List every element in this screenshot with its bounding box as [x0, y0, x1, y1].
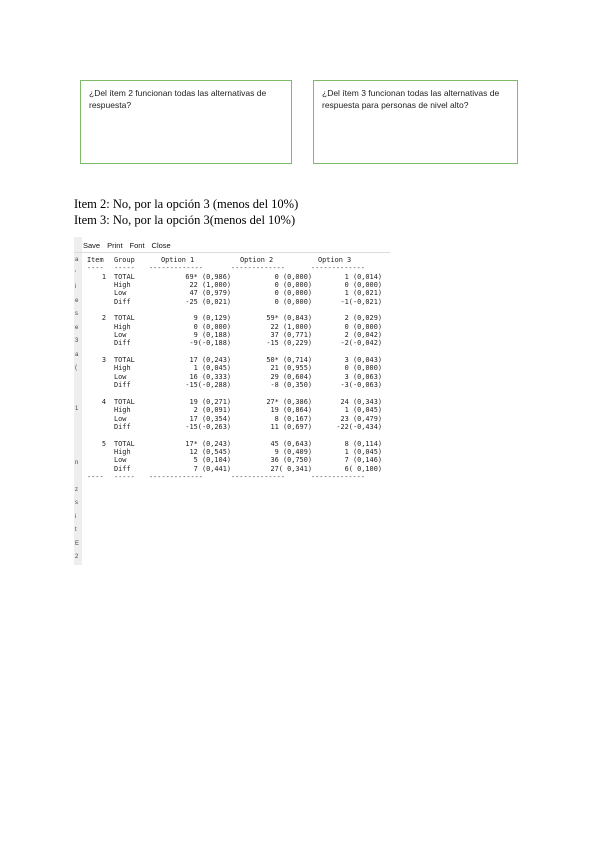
item-analysis-window [74, 237, 390, 565]
option-1-cell: 9 (0,129) [193, 314, 231, 323]
item-number: 1 [101, 272, 106, 281]
option-1-cell: 69* (0,986) [185, 272, 231, 281]
table-row [82, 406, 382, 414]
option-3-cell: 1 (0,021) [344, 289, 382, 298]
table-header-row [82, 256, 382, 264]
item-spacer [82, 306, 382, 314]
table-row [82, 381, 382, 389]
option-2-cell: 9 (0,409) [274, 447, 312, 456]
table-row [82, 423, 382, 431]
menu-font[interactable]: Font [129, 241, 145, 250]
option-2-cell: 0 (0,000) [274, 272, 312, 281]
option-2-cell: -8 (0,350) [270, 381, 312, 390]
option-3-cell: 0 (0,000) [344, 281, 382, 290]
group-cell: Diff [114, 339, 131, 348]
rule-item: ---- [87, 472, 104, 481]
side-strip-char: 3 [75, 338, 79, 344]
option-3-cell: 2 (0,029) [344, 314, 382, 323]
group-cell: High [114, 406, 131, 415]
option-1-cell: 17 (0,354) [189, 414, 231, 423]
group-cell: TOTAL [114, 314, 135, 323]
option-2-cell: 0 (0,000) [274, 281, 312, 290]
group-cell: High [114, 322, 131, 331]
group-cell: Diff [114, 297, 131, 306]
option-3-cell: 3 (0,063) [344, 372, 382, 381]
table-row [82, 273, 382, 281]
answer-item-2: Item 2: No, por la opción 3 (menos del 10%) [74, 197, 299, 211]
option-2-cell: 45 (0,643) [270, 439, 312, 448]
table-row [82, 465, 382, 473]
question-box-item-2 [80, 80, 292, 164]
header-option-3: Option 3 [318, 256, 352, 264]
table-row [82, 456, 382, 464]
group-cell: Low [114, 414, 127, 423]
rule-item: ---- [87, 264, 104, 273]
item-analysis-table [82, 256, 382, 481]
side-strip-char: i [75, 284, 77, 290]
answer-item-3: Item 3: No, por la opción 3(menos del 10%) [74, 213, 296, 227]
footer-rule-row [82, 473, 382, 481]
option-1-cell: 5 (0,104) [193, 456, 231, 465]
option-2-cell: 21 (0,955) [270, 364, 312, 373]
rule-option-1: ------------- [149, 264, 203, 273]
option-3-cell: 24 (0,343) [340, 397, 382, 406]
menu-close[interactable]: Close [151, 241, 171, 250]
option-3-cell: 2 (0,042) [344, 331, 382, 340]
option-3-cell: 23 (0,479) [340, 414, 382, 423]
option-3-cell: 1 (0,014) [344, 272, 382, 281]
option-2-cell: 19 (0,864) [270, 406, 312, 415]
header-item: Item [87, 256, 104, 264]
rule-option-2: ------------- [231, 264, 285, 273]
question-text: ¿Del ítem 2 funcionan todas las alternativas de respuesta? [89, 88, 267, 110]
side-strip-char: ' [75, 270, 77, 277]
group-cell: TOTAL [114, 356, 135, 365]
option-3-cell: 0 (0,000) [344, 322, 382, 331]
rule-group: ----- [114, 264, 135, 273]
option-1-cell: 0 (0,000) [193, 322, 231, 331]
table-row [82, 356, 382, 364]
menu-print[interactable]: Print [107, 241, 123, 250]
option-1-cell: 47 (0,979) [189, 289, 231, 298]
option-2-cell: 0 (0,000) [274, 297, 312, 306]
group-cell: Low [114, 331, 127, 340]
group-cell: Diff [114, 464, 131, 473]
side-strip-char: n [75, 459, 79, 466]
option-1-cell: 22 (1,000) [189, 281, 231, 290]
option-1-cell: 2 (0,091) [193, 406, 231, 415]
header-rule-row [82, 264, 382, 272]
table-row [82, 314, 382, 322]
table-row [82, 448, 382, 456]
table-row [82, 298, 382, 306]
option-1-cell: -15(-0,288) [185, 381, 231, 390]
option-3-cell: 8 (0,114) [344, 439, 382, 448]
side-strip-char: 2 [75, 554, 79, 560]
group-cell: Low [114, 372, 127, 381]
table-row [82, 364, 382, 372]
option-1-cell: 12 (0,545) [189, 447, 231, 456]
option-1-cell: -25 (0,021) [185, 297, 231, 306]
option-1-cell: 16 (0,333) [189, 372, 231, 381]
option-2-cell: 50* (0,714) [266, 356, 312, 365]
option-1-cell: 7 (0,441) [193, 464, 231, 473]
option-3-cell: 3 (0,043) [344, 356, 382, 365]
table-row [82, 289, 382, 297]
option-1-cell: 17* (0,243) [185, 439, 231, 448]
table-row [82, 323, 382, 331]
group-cell: High [114, 364, 131, 373]
side-strip-char: e [75, 324, 79, 331]
option-2-cell: 37 (0,771) [270, 331, 312, 340]
option-1-cell: 1 (0,045) [193, 364, 231, 373]
group-cell: TOTAL [114, 397, 135, 406]
item-spacer [82, 390, 382, 398]
option-3-cell: 6( 0,100) [344, 464, 382, 473]
rule-group: ----- [114, 472, 135, 481]
option-2-cell: 59* (0,843) [266, 314, 312, 323]
option-1-cell: 17 (0,243) [189, 356, 231, 365]
rule-option-1: ------------- [149, 472, 203, 481]
item-spacer [82, 348, 382, 356]
header-option-1: Option 1 [161, 256, 195, 264]
question-box-item-3 [313, 80, 518, 164]
side-strip-char: e [75, 297, 79, 304]
table-row [82, 373, 382, 381]
table-row [82, 339, 382, 347]
group-cell: High [114, 281, 131, 290]
menu-divider [74, 252, 390, 253]
option-2-cell: -15 (0,229) [266, 339, 312, 348]
side-strip-char: a [75, 351, 79, 358]
side-strip-char: ( [75, 365, 77, 371]
side-strip-char: E [75, 540, 80, 547]
option-2-cell: 27( 0,341) [270, 464, 312, 473]
group-cell: TOTAL [114, 439, 135, 448]
side-strip-char: s [75, 500, 78, 506]
option-3-cell: 1 (0,045) [344, 406, 382, 415]
option-2-cell: 8 (0,167) [274, 414, 312, 423]
table-row [82, 440, 382, 448]
option-2-cell: 36 (0,750) [270, 456, 312, 465]
option-1-cell: -9(-0,188) [189, 339, 231, 348]
option-1-cell: -15(-0,263) [185, 422, 231, 431]
header-option-2: Option 2 [240, 256, 274, 264]
table-row [82, 281, 382, 289]
side-strip-char: 1 [75, 405, 79, 412]
rule-option-2: ------------- [231, 472, 285, 481]
option-2-cell: 0 (0,000) [274, 289, 312, 298]
option-3-cell: -3(-0,063) [340, 381, 382, 390]
side-strip-char: z [75, 486, 78, 493]
question-text: ¿Del ítem 3 funcionan todas las alternativas de respuesta para personas de nivel alto? [322, 88, 500, 110]
rule-option-3: ------------- [311, 264, 365, 273]
option-3-cell: 7 (0,146) [344, 456, 382, 465]
table-row [82, 415, 382, 423]
group-cell: Diff [114, 381, 131, 390]
option-3-cell: -22(-0,434) [336, 422, 382, 431]
item-number: 2 [101, 314, 106, 323]
group-cell: High [114, 447, 131, 456]
option-2-cell: 27* (0,386) [266, 397, 312, 406]
option-2-cell: 22 (1,000) [270, 322, 312, 331]
item-number: 3 [101, 356, 106, 365]
item-number: 5 [101, 439, 106, 448]
group-cell: TOTAL [114, 272, 135, 281]
side-strip-char: i [75, 513, 77, 520]
option-2-cell: 11 (0,697) [270, 422, 312, 431]
option-2-cell: 29 (0,604) [270, 372, 312, 381]
item-spacer [82, 431, 382, 439]
menu-bar [83, 240, 171, 251]
side-strip-char: t [75, 527, 77, 533]
option-3-cell: 1 (0,045) [344, 447, 382, 456]
header-group: Group [114, 256, 135, 264]
option-3-cell: 0 (0,000) [344, 364, 382, 373]
option-3-cell: -2(-0,042) [340, 339, 382, 348]
side-strip-char: a [75, 257, 79, 263]
group-cell: Diff [114, 422, 131, 431]
option-3-cell: -1(-0,021) [340, 297, 382, 306]
side-strip [74, 237, 82, 565]
rule-option-3: ------------- [311, 472, 365, 481]
side-strip-char: s [75, 311, 78, 317]
table-row [82, 398, 382, 406]
option-1-cell: 19 (0,271) [189, 397, 231, 406]
group-cell: Low [114, 289, 127, 298]
table-row [82, 331, 382, 339]
group-cell: Low [114, 456, 127, 465]
menu-save[interactable]: Save [83, 241, 101, 250]
item-number: 4 [101, 397, 106, 406]
option-1-cell: 9 (0,188) [193, 331, 231, 340]
